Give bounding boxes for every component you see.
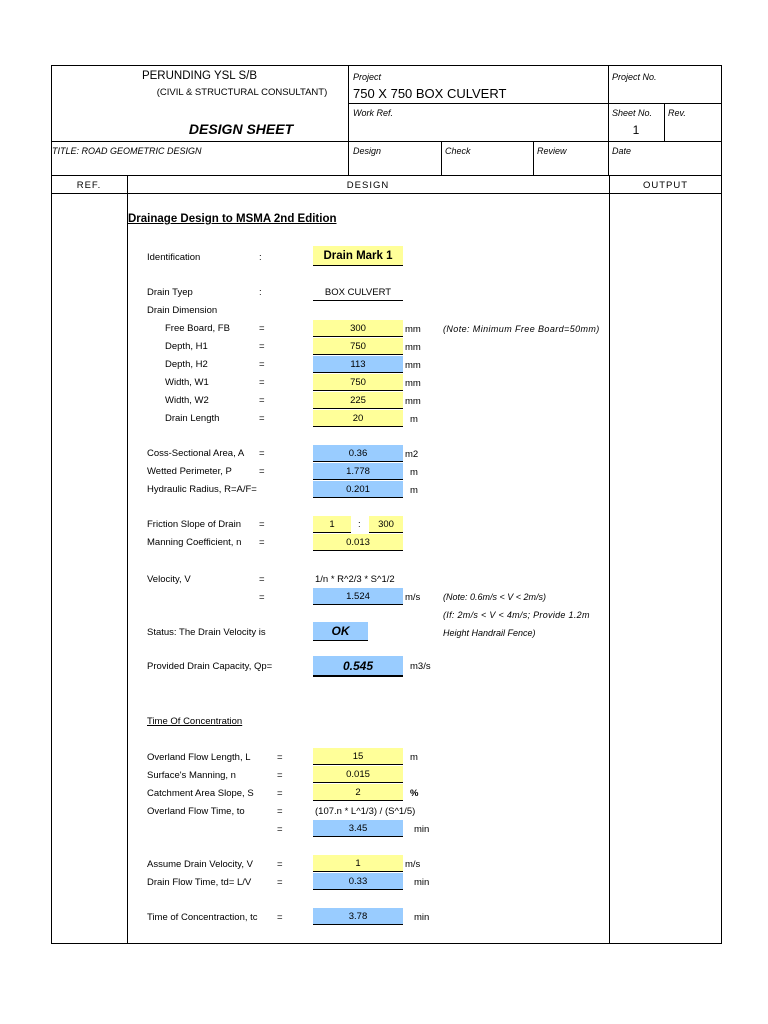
depth-h2-unit: mm (405, 360, 421, 371)
friction-colon: : (358, 519, 361, 530)
manning-eq: = (259, 537, 265, 548)
depth-h1-value[interactable]: 750 (313, 338, 403, 355)
free-board-unit: mm (405, 324, 421, 335)
velocity-note-3: Height Handrail Fence) (443, 628, 536, 638)
depth-h2-eq: = (259, 359, 265, 370)
perimeter-eq: = (259, 466, 265, 477)
column-design: DESIGN (346, 180, 390, 191)
area-value: 0.36 (313, 445, 403, 462)
capacity-label: Provided Drain Capacity, Qp= (147, 661, 273, 672)
drain-type-value[interactable]: BOX CULVERT (313, 284, 403, 301)
toc-value: 3.78 (313, 908, 403, 925)
manning-label: Manning Coefficient, n (147, 537, 242, 548)
surface-manning-eq: = (277, 770, 283, 781)
overland-length-eq: = (277, 752, 283, 763)
drain-flow-label: Drain Flow Time, td= L/V (147, 877, 252, 888)
catchment-slope-unit: % (410, 788, 419, 799)
body-vline-output (609, 175, 610, 944)
overland-length-label: Overland Flow Length, L (147, 752, 251, 763)
drain-length-value[interactable]: 20 (313, 410, 403, 427)
velocity-note-2: (If: 2m/s < V < 4m/s; Provide 1.2m (443, 610, 590, 620)
overland-time-formula: (107.n * L^1/3) / (S^1/5) (315, 806, 416, 817)
surface-manning-label: Surface's Manning, n (147, 770, 236, 781)
velocity-unit: m/s (405, 592, 421, 603)
width-w1-value[interactable]: 750 (313, 374, 403, 391)
project-no-label: Project No. (612, 72, 657, 82)
header-divider-4 (51, 193, 722, 194)
drain-length-unit: m (410, 414, 418, 425)
perimeter-unit: m (410, 467, 418, 478)
overland-time-label: Overland Flow Time, to (147, 806, 245, 817)
perimeter-label: Wetted Perimeter, P (147, 466, 232, 477)
assume-velocity-value[interactable]: 1 (313, 855, 403, 872)
toc-heading: Time Of Concentration (147, 716, 243, 727)
toc-label: Time of Concentraction, tc (147, 912, 258, 923)
radius-unit: m (410, 485, 418, 496)
free-board-value[interactable]: 300 (313, 320, 403, 337)
perimeter-value: 1.778 (313, 463, 403, 480)
free-board-note: (Note: Minimum Free Board=50mm) (443, 324, 600, 334)
friction-value-b[interactable]: 300 (369, 516, 403, 533)
column-output: OUTPUT (642, 180, 689, 191)
identification-label: Identification (147, 252, 201, 263)
radius-label: Hydraulic Radius, R=A/F= (147, 484, 257, 495)
identification-value[interactable]: Drain Mark 1 (313, 246, 403, 266)
title-line: TITLE: ROAD GEOMETRIC DESIGN (52, 146, 202, 156)
area-unit: m2 (405, 449, 419, 460)
width-w2-unit: mm (405, 396, 421, 407)
assume-velocity-unit: m/s (405, 859, 421, 870)
area-label: Coss-Sectional Area, A (147, 448, 245, 459)
assume-velocity-label: Assume Drain Velocity, V (147, 859, 253, 870)
velocity-formula: 1/n * R^2/3 * S^1/2 (315, 574, 395, 585)
status-label: Status: The Drain Velocity is (147, 627, 266, 638)
date-label: Date (612, 146, 632, 156)
header-vline-rev (664, 103, 665, 141)
overland-time-eq: = (277, 806, 283, 817)
header-vline-check (441, 141, 442, 175)
width-w1-label: Width, W1 (165, 377, 209, 388)
toc-eq: = (277, 912, 283, 923)
drain-flow-eq: = (277, 877, 283, 888)
velocity-label: Velocity, V (147, 574, 191, 585)
drain-type-label: Drain Tyep (147, 287, 193, 298)
catchment-slope-eq: = (277, 788, 283, 799)
column-ref: REF. (76, 180, 102, 191)
project-label: Project (353, 72, 382, 82)
capacity-unit: m3/s (410, 661, 431, 672)
drain-dimension-label: Drain Dimension (147, 305, 218, 316)
toc-unit: min (414, 912, 430, 923)
catchment-slope-value[interactable]: 2 (313, 784, 403, 801)
friction-eq: = (259, 519, 265, 530)
assume-velocity-eq: = (277, 859, 283, 870)
status-value: OK (313, 622, 368, 641)
drainage-heading: Drainage Design to MSMA 2nd Edition (128, 213, 337, 225)
design-label: Design (353, 146, 382, 156)
overland-time-value: 3.45 (313, 820, 403, 837)
check-label: Check (445, 146, 471, 156)
company-name: PERUNDING YSL S/B (141, 70, 258, 82)
drain-type-colon: : (259, 287, 262, 298)
width-w1-unit: mm (405, 378, 421, 389)
sheet-no-value: 1 (632, 123, 640, 137)
catchment-slope-label: Catchment Area Slope, S (147, 788, 254, 799)
work-ref-label: Work Ref. (353, 108, 394, 118)
depth-h2-label: Depth, H2 (165, 359, 208, 370)
velocity-note-1: (Note: 0.6m/s < V < 2m/s) (443, 592, 547, 602)
radius-value: 0.201 (313, 481, 403, 498)
rev-label: Rev. (668, 108, 686, 118)
friction-value-a[interactable]: 1 (313, 516, 351, 533)
velocity-value: 1.524 (313, 588, 403, 605)
overland-time-eq-2: = (277, 824, 283, 835)
depth-h1-label: Depth, H1 (165, 341, 208, 352)
drain-flow-unit: min (414, 877, 430, 888)
free-board-eq: = (259, 323, 265, 334)
manning-value[interactable]: 0.013 (313, 534, 403, 551)
review-label: Review (537, 146, 567, 156)
free-board-label: Free Board, FB (165, 323, 230, 334)
body-vline-ref (127, 175, 128, 944)
velocity-eq-2: = (259, 592, 265, 603)
friction-label: Friction Slope of Drain (147, 519, 241, 530)
area-eq: = (259, 448, 265, 459)
drain-flow-value: 0.33 (313, 873, 403, 890)
overland-length-unit: m (410, 752, 418, 763)
overland-time-unit: min (414, 824, 430, 835)
header-vline-review (533, 141, 534, 175)
width-w2-label: Width, W2 (165, 395, 209, 406)
identification-colon: : (259, 252, 262, 263)
sheet-title: DESIGN SHEET (188, 121, 294, 137)
drain-length-eq: = (259, 413, 265, 424)
header-vline-project (348, 65, 349, 175)
header-vline-projno (608, 65, 609, 175)
depth-h1-unit: mm (405, 342, 421, 353)
depth-h2-value: 113 (313, 356, 403, 373)
header-divider-2 (51, 141, 722, 142)
sheet-no-label: Sheet No. (612, 108, 653, 118)
project-value: 750 X 750 BOX CULVERT (353, 86, 507, 101)
header-divider-1 (348, 103, 722, 104)
capacity-value: 0.545 (313, 656, 403, 677)
surface-manning-value[interactable]: 0.015 (313, 766, 403, 783)
company-subtitle: (CIVIL & STRUCTURAL CONSULTANT) (156, 87, 328, 98)
header-divider-3 (51, 175, 722, 176)
velocity-eq: = (259, 574, 265, 585)
drain-length-label: Drain Length (165, 413, 220, 424)
overland-length-value[interactable]: 15 (313, 748, 403, 765)
width-w2-eq: = (259, 395, 265, 406)
width-w1-eq: = (259, 377, 265, 388)
depth-h1-eq: = (259, 341, 265, 352)
width-w2-value[interactable]: 225 (313, 392, 403, 409)
